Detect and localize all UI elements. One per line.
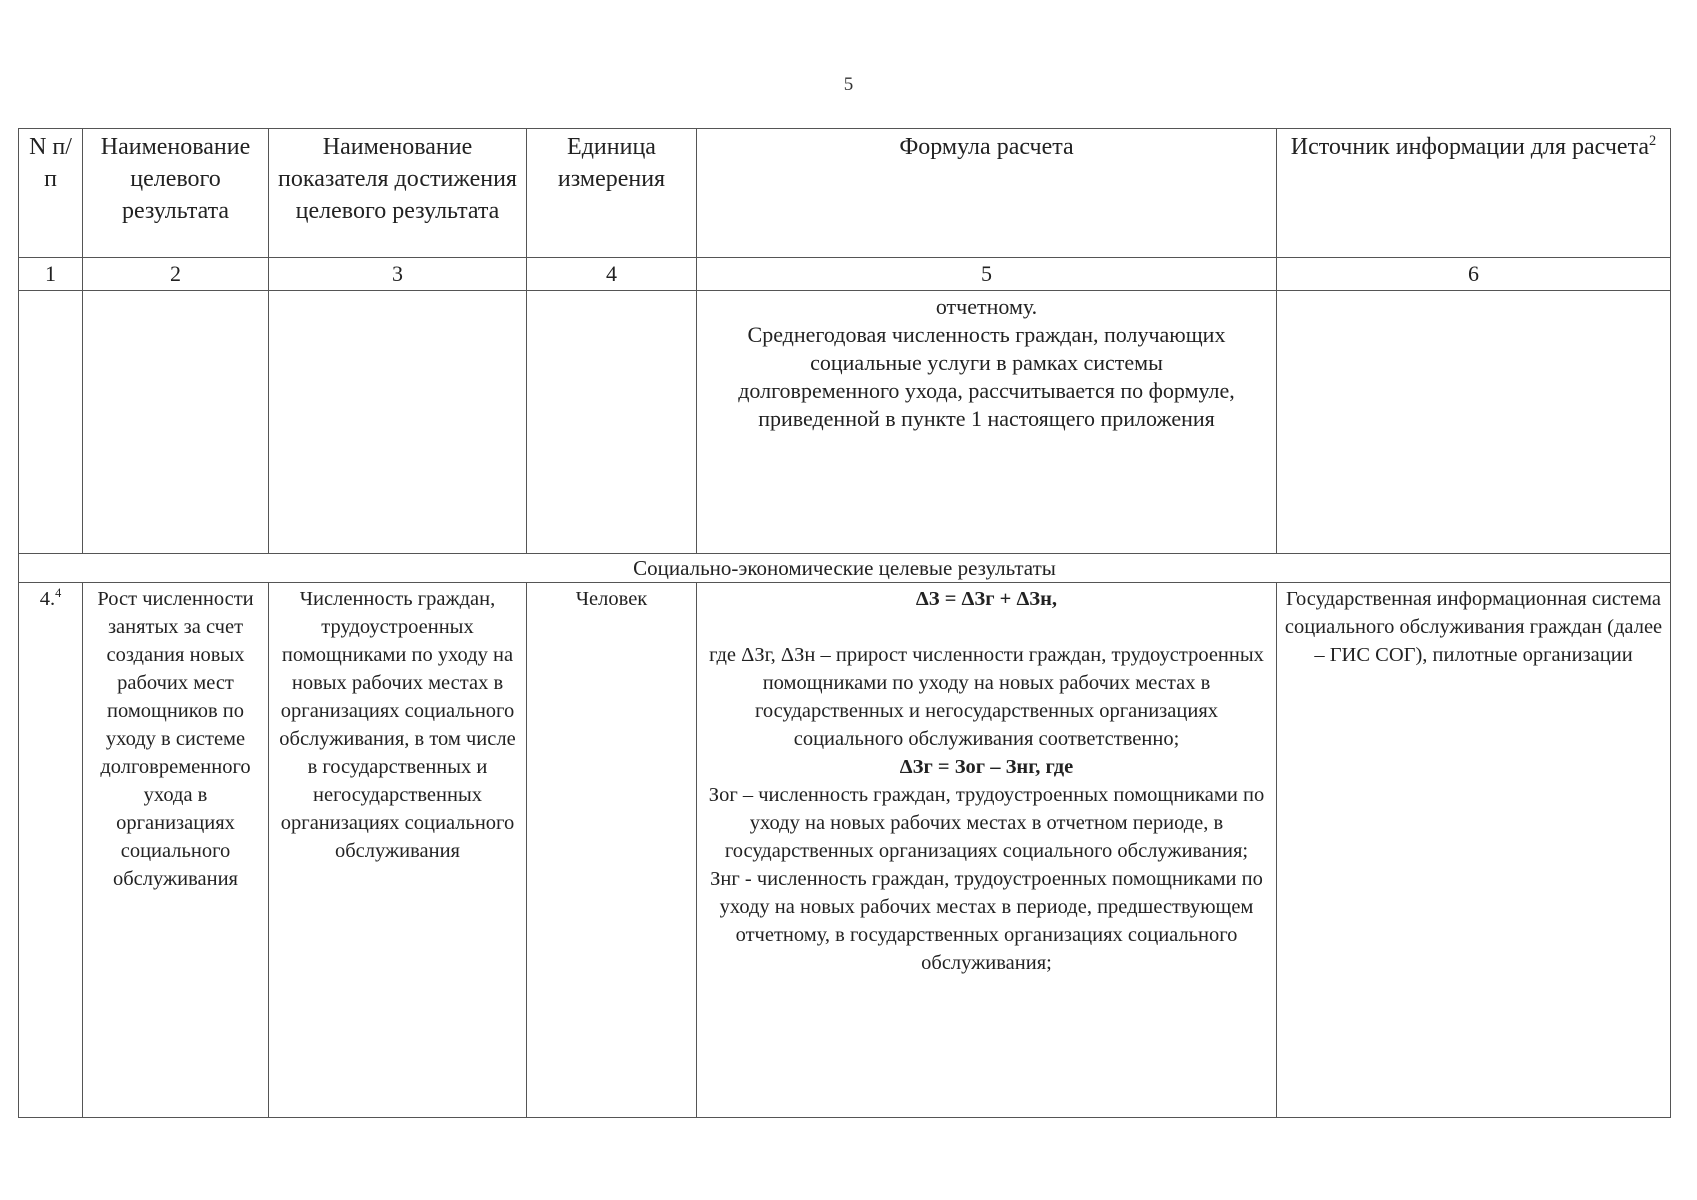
column-number: 1	[19, 258, 83, 291]
empty-cell	[527, 291, 697, 554]
formula-definition: Зог – численность граждан, трудоустроенных помощниками по уходу на новых рабочих местах в отчетном периоде, в государственных организациях социального обслуживания;	[708, 784, 1265, 862]
column-number: 2	[83, 258, 269, 291]
header-formula: Формула расчета	[697, 129, 1277, 258]
empty-cell	[83, 291, 269, 554]
formula-line: отчетному.	[935, 294, 1038, 319]
column-number: 6	[1277, 258, 1671, 291]
formula-line: приведенной в пункте 1 настоящего приложения	[758, 406, 1215, 431]
row-number-text: 4.	[39, 588, 56, 610]
table-row	[19, 583, 1671, 1118]
header-source-text: Источник информации для расчета	[1290, 134, 1650, 160]
formula-where: где ΔЗг, ΔЗн – прирост численности граждан, трудоустроенных помощниками по уходу на новых рабочих местах в государственных и негосударственных организациях социального обслуживания соответственно;	[709, 644, 1264, 750]
empty-cell	[1277, 291, 1671, 554]
empty-cell	[19, 291, 83, 554]
header-source	[1277, 129, 1671, 258]
column-number: 5	[697, 258, 1277, 291]
header-result-name: Наименование целевого результата	[83, 129, 269, 258]
header-number: N п/п	[19, 129, 83, 258]
header-indicator-name: Наименование показателя достижения целевого результата	[269, 129, 527, 258]
unit-cell: Человек	[527, 583, 697, 1118]
page-number: 5	[843, 74, 854, 95]
section-title: Социально-экономические целевые результаты	[19, 554, 1671, 583]
formula-definition: Знг - численность граждан, трудоустроенных помощниками по уходу на новых рабочих местах в периоде, предшествующем отчетному, в государственных организациях социального обслуживания;	[710, 868, 1263, 974]
column-numbers-row	[19, 258, 1671, 291]
section-row	[19, 554, 1671, 583]
formula-line: долговременного ухода, рассчитывается по формуле,	[738, 378, 1235, 403]
formula-spacer	[701, 613, 1272, 641]
formula-cell	[697, 583, 1277, 1118]
row-number-footnote: 4	[55, 586, 62, 601]
header-source-footnote: 2	[1649, 133, 1657, 149]
continuation-formula-cell	[697, 291, 1277, 554]
formula-line: социальные услуги в рамках системы	[810, 350, 1163, 375]
indicators-table	[18, 128, 1671, 1118]
formula-line: Среднегодовая численность граждан, получающих	[747, 322, 1226, 347]
continuation-row	[19, 291, 1671, 554]
header-unit: Единица измерения	[527, 129, 697, 258]
formula-sub: ΔЗг = Зог – Знг, где	[899, 756, 1074, 778]
source-cell: Государственная информационная система социального обслуживания граждан (далее – ГИС СОГ), пилотные организации	[1277, 583, 1671, 1118]
indicator-name-cell: Численность граждан, трудоустроенных помощниками по уходу на новых рабочих местах в организациях социального обслуживания, в том числе в государственных и негосударственных организациях социального обслуживания	[269, 583, 527, 1118]
result-name-cell: Рост численности занятых за счет создания новых рабочих мест помощников по уходу в системе долговременного ухода в организациях социального обслуживания	[83, 583, 269, 1118]
column-number: 4	[527, 258, 697, 291]
empty-cell	[269, 291, 527, 554]
row-number	[19, 583, 83, 1118]
header-row	[19, 129, 1671, 258]
column-number: 3	[269, 258, 527, 291]
formula-main: ΔЗ = ΔЗг + ΔЗн,	[915, 588, 1058, 610]
